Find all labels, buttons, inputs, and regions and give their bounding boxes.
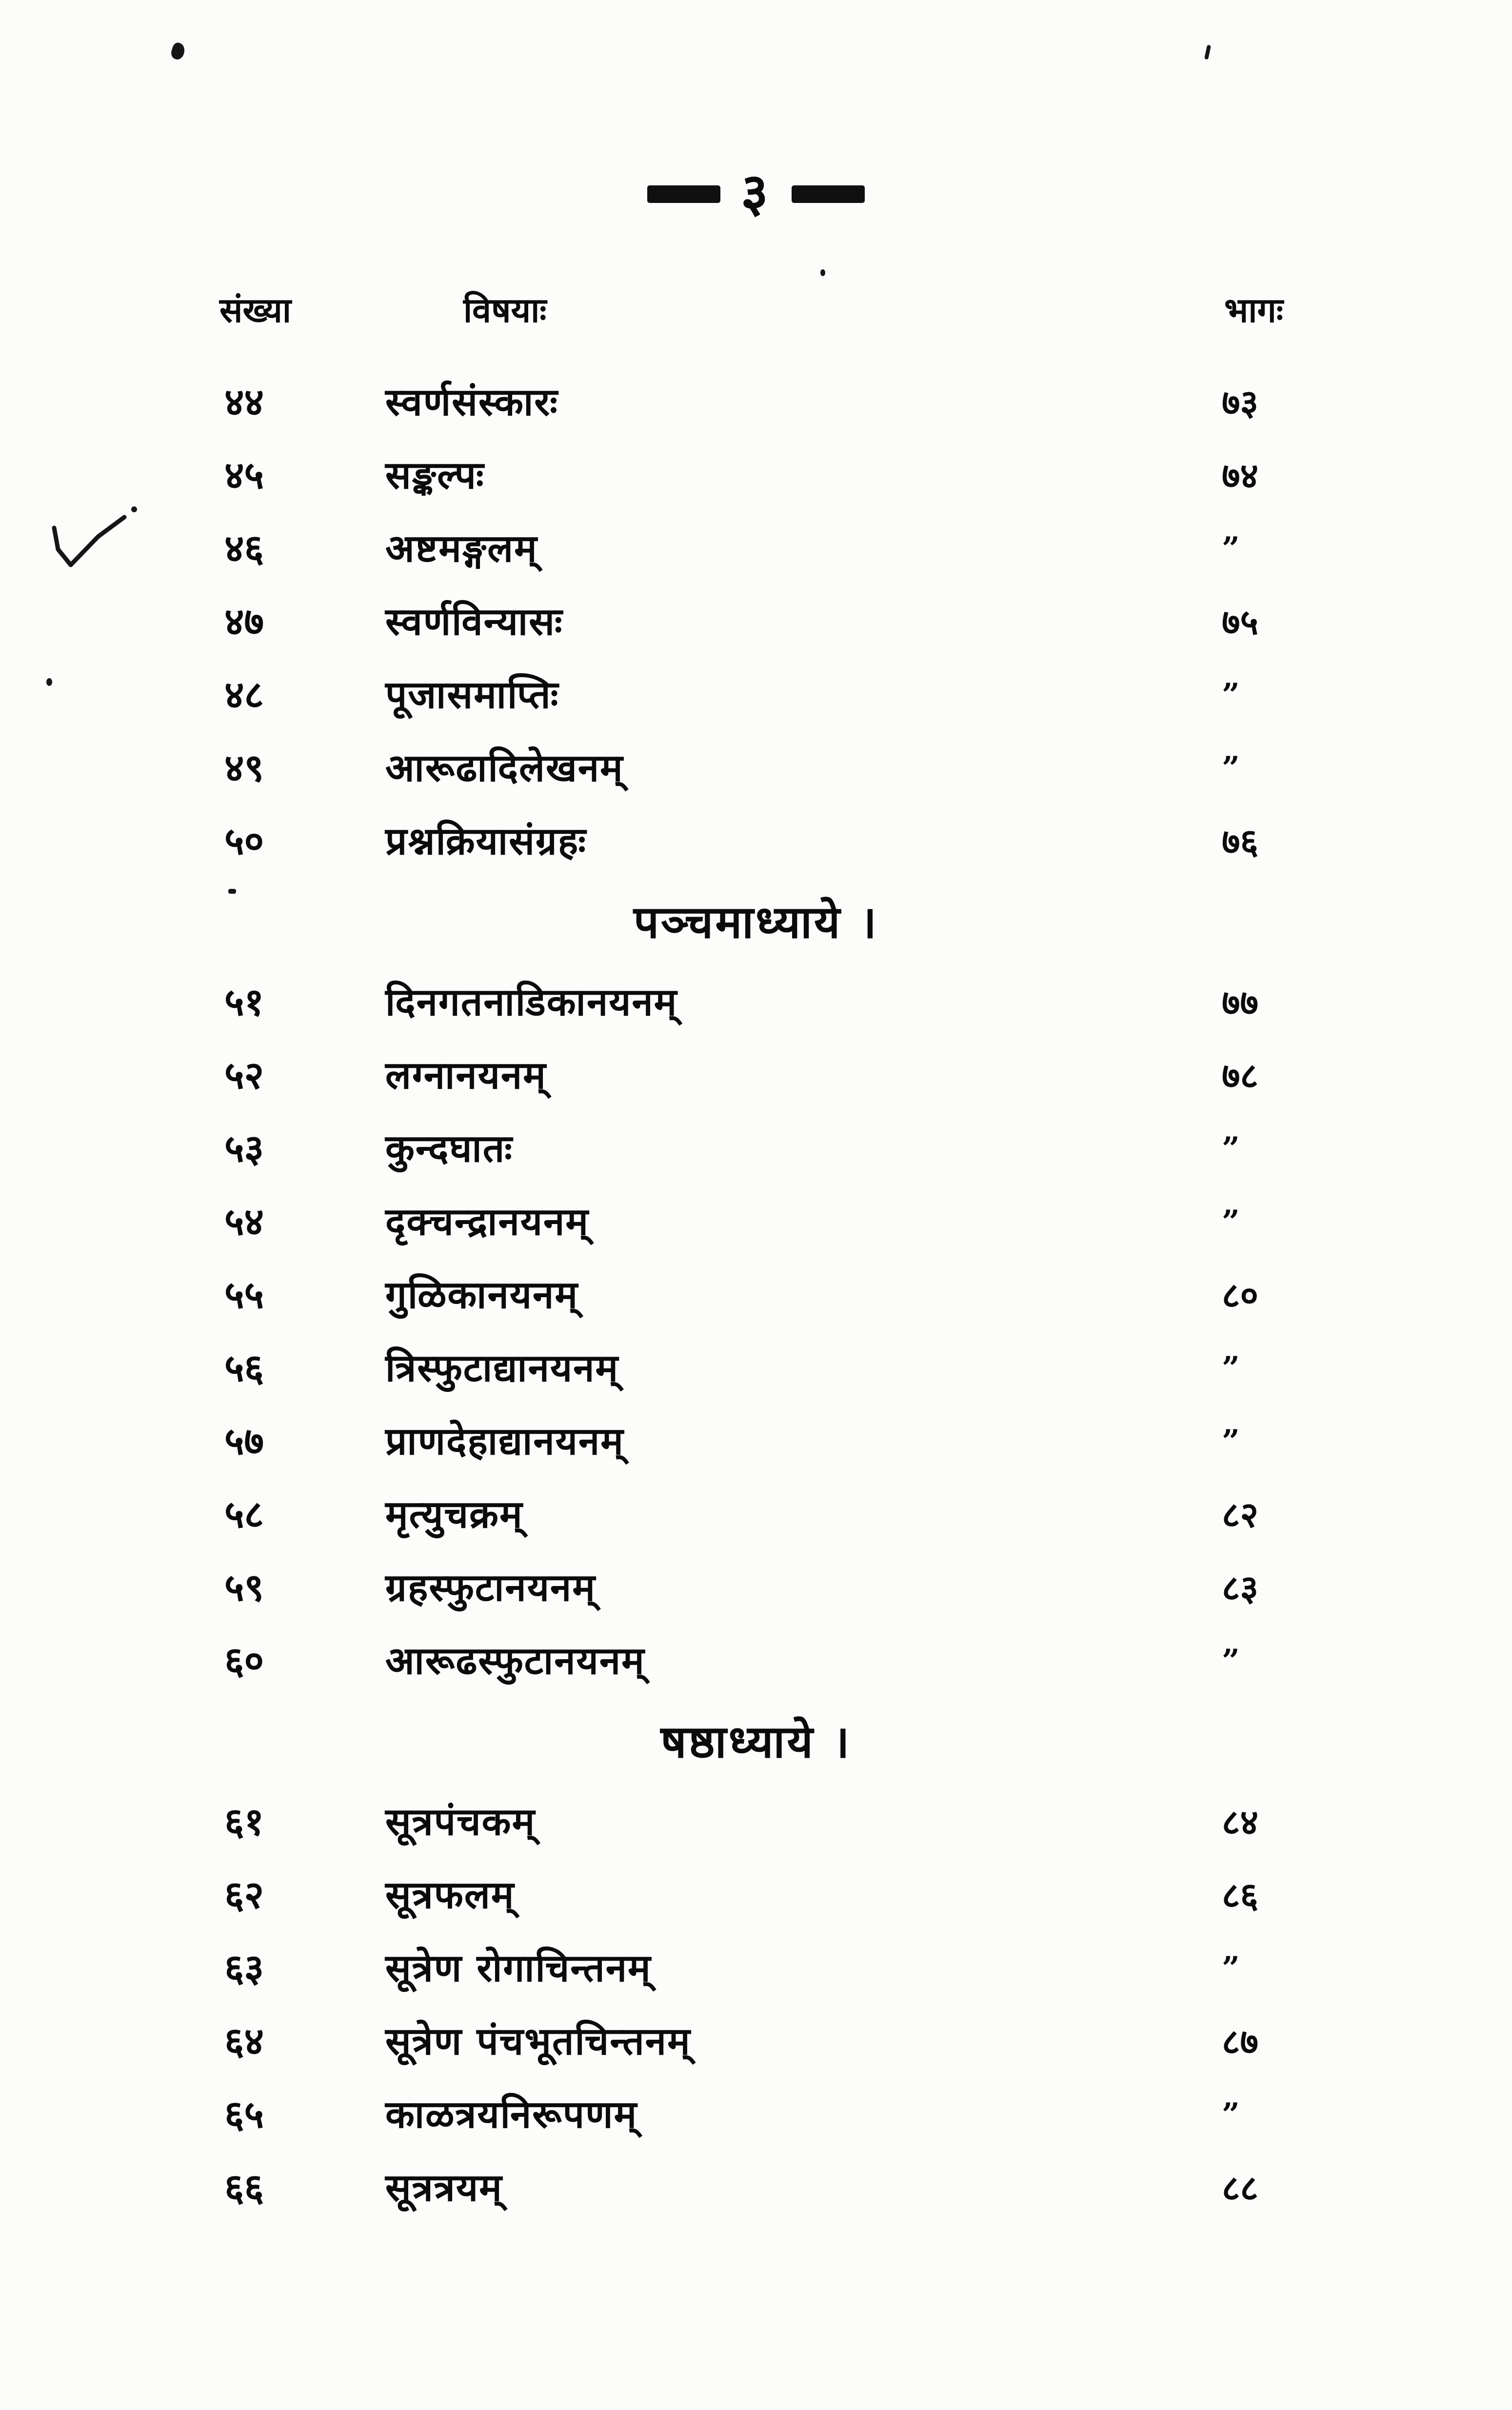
row-page: ” [1222,1130,1242,1167]
row-page: ८४ [1222,1801,1258,1843]
row-page: ८८ [1222,2167,1258,2209]
row-number: ६५ [224,2092,264,2137]
row-number: ६३ [224,1946,264,1990]
section-heading-row [0,1698,1512,1786]
row-page: ” [1222,2096,1242,2133]
table-row [0,1185,1512,1259]
row-subject: प्रश्नक्रियासंग्रहः [385,819,587,864]
row-page: ८२ [1222,1494,1258,1535]
row-page: ” [1222,530,1242,567]
table-row [0,512,1512,585]
table-row [0,1932,1512,2005]
row-page: ” [1222,1643,1242,1679]
section-heading: पञ्चमाध्याये । [633,896,879,948]
row-page: ” [1222,1204,1242,1240]
row-page: ७८ [1222,1055,1258,1096]
table-row [0,659,1512,732]
table-row [0,1859,1512,1932]
row-subject: पूजासमाप्तिः [385,673,559,717]
table-row [0,1551,1512,1625]
table-row [0,1259,1512,1332]
row-subject: दिनगतनाडिकानयनम् [385,980,678,1024]
row-subject: अष्टमङ्गलम् [385,526,538,571]
row-number: ४४ [224,380,264,424]
table-row [0,2005,1512,2078]
row-number: ५० [224,819,264,864]
row-number: ६१ [224,1800,264,1844]
page-number-header [0,161,1512,224]
row-page: ” [1222,677,1242,713]
row-page: ७७ [1222,982,1258,1023]
table-row [0,966,1512,1039]
row-number: ४५ [224,453,264,498]
row-page: ७६ [1222,821,1258,862]
column-header-number: संख्या [219,290,291,330]
row-number: ६० [224,1639,264,1683]
row-number: ५६ [224,1346,264,1390]
row-page: ७४ [1222,455,1258,496]
table-row [0,439,1512,512]
row-subject: त्रिस्फुटाद्यानयनम् [385,1346,619,1390]
row-subject: सूत्रफलम् [385,1873,515,1917]
table-row [0,585,1512,659]
column-header-subject: विषयाः [463,290,547,330]
scan-dot-under-page-number [820,269,825,276]
scan-mark-top-right [1204,44,1211,60]
row-subject: स्वर्णसंस्कारः [385,380,558,424]
row-page: ८३ [1222,1567,1258,1608]
table-row [0,1625,1512,1698]
row-page: ८० [1222,1274,1258,1316]
row-subject: प्राणदेहाद्यानयनम् [385,1419,624,1464]
row-page: ८६ [1222,1874,1258,1916]
row-subject: सूत्रपंचकम् [385,1800,536,1844]
row-page: ” [1222,750,1242,786]
row-number: ४६ [224,526,264,571]
row-number: ४९ [224,746,264,790]
row-number: ४७ [224,600,264,644]
row-subject: कुन्दघातः [385,1126,513,1171]
row-page: ” [1222,1350,1242,1386]
row-subject: दृक्चन्द्रानयनम् [385,1200,589,1244]
row-number: ५५ [224,1273,264,1317]
row-subject: आरूढस्फुटानयनम् [385,1639,645,1683]
section-heading-row [0,878,1512,966]
row-subject: मृत्युचक्रम् [385,1492,523,1537]
row-subject: आरूढादिलेखनम् [385,746,624,790]
row-subject: सूत्रेण रोगाचिन्तनम् [385,1946,652,1990]
row-number: ५९ [224,1566,264,1610]
row-subject: सूत्रेण पंचभूतचिन्तनम् [385,2019,691,2064]
row-subject: काळत्रयनिरूपणम् [385,2092,638,2137]
column-header-page: भागः [1224,290,1283,330]
row-page: ” [1222,1423,1242,1460]
row-subject: स्वर्णविन्यासः [385,600,563,644]
table-row [0,1039,1512,1112]
row-number: ५१ [224,980,264,1024]
row-number: ६६ [224,2166,264,2210]
table-row [0,1478,1512,1551]
row-subject: ग्रहस्फुटानयनम् [385,1566,596,1610]
row-page: ७३ [1222,382,1258,423]
row-page: ” [1222,1950,1242,1987]
table-row [0,1332,1512,1405]
scan-smudge-top-left [169,41,186,61]
row-number: ५३ [224,1126,264,1171]
row-page: ७५ [1222,601,1258,643]
section-heading: षष्ठाध्याये । [660,1715,852,1768]
table-row [0,805,1512,878]
row-number: ५४ [224,1200,264,1244]
right-dash-bar [792,185,865,203]
table-row [0,1786,1512,1859]
row-subject: लग्नानयनम् [385,1053,547,1098]
page-number: ३ [740,162,772,223]
row-number: ६४ [224,2019,264,2064]
row-number: ५८ [224,1492,264,1537]
table-row [0,2078,1512,2151]
row-number: ४८ [224,673,264,717]
stray-pen-checkmark [51,502,188,581]
row-number: ५७ [224,1419,264,1464]
table-row [0,1405,1512,1478]
table-row [0,732,1512,805]
row-subject: गुळिकानयनम् [385,1273,578,1317]
toc-list [0,366,1512,2225]
table-row [0,2151,1512,2225]
row-subject: सूत्रत्रयम् [385,2166,503,2210]
row-page: ८७ [1222,2021,1258,2062]
scan-dot-left-margin [46,678,52,686]
row-subject: सङ्कल्पः [385,453,485,498]
scan-dash-left-of-heading [228,889,236,894]
table-row [0,366,1512,439]
row-number: ५२ [224,1053,264,1098]
row-number: ६२ [224,1873,264,1917]
table-row [0,1112,1512,1185]
left-dash-bar [647,185,720,203]
